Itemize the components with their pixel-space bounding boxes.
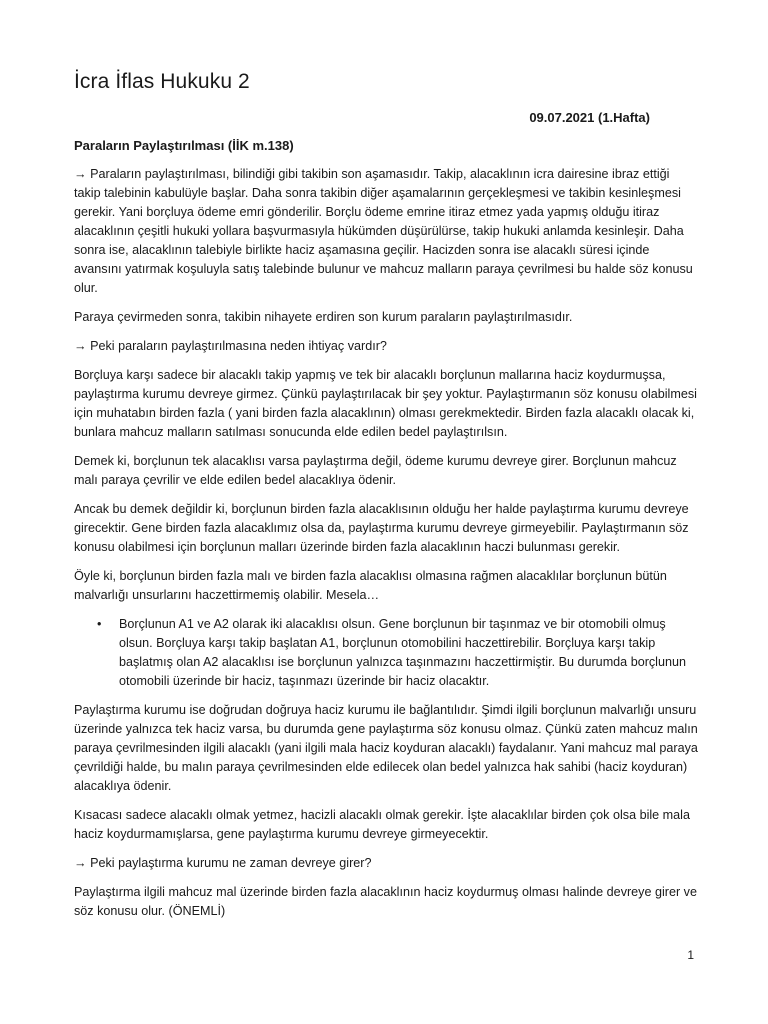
bullet-marker: • — [97, 617, 102, 631]
document-date: 09.07.2021 (1.Hafta) — [529, 110, 650, 125]
paragraph: Paraya çevirmeden sonra, takibin nihayete erdiren son kurum paraların paylaştırılmasıdır. — [74, 310, 573, 324]
paragraph: → Peki paylaştırma kurumu ne zaman devreye girer? — [74, 856, 372, 870]
paragraph: Ancak bu demek değildir ki, borçlunun birden fazla alacaklısının olduğu her halde paylaştırma kurumu devreye girecektir. Gene birden fazla alacaklımız olsa da, paylaştırma kurumu devreye girmeyebilir. Paylaştırmanın söz konusu olabilmesi için borçlunun malları üzerinde birden fazla alacaklının haczi bulunması gerekir. — [74, 502, 689, 554]
section-heading: Paraların Paylaştırılması (İİK m.138) — [74, 138, 294, 153]
paragraph: Paylaştırma kurumu ise doğrudan doğruya haciz kurumu ile bağlantılıdır. Şimdi ilgili borçlunun malvarlığı unsuru üzerinde yalnızca tek haciz varsa, bu durumda gene paylaştırma söz konusu olmaz. Çünkü zaten mahcuz malın paraya çevrilmesinden ilgili alacaklı (yani ilgili mala haciz koyduran alacaklı) faydalanır. Yani mahcuz mal paraya çevrildiği halde, bu malın paraya çevrilmesinden elde edilecek olan bedel yalnızca hak sahibi (haciz koyduran) alacaklıya ödenir. — [74, 703, 698, 793]
paragraph: → Paraların paylaştırılması, bilindiği gibi takibin son aşamasıdır. Takip, alacaklının icra dairesine ibraz ettiği takip talebinin kabulüyle başlar. Daha sonra takibin diğer aşamalarının gerçekleşmesi ve takibin kesinleşmesi gerekir. Yani borçluya ödeme emri gönderilir. Borçlu ödeme emrine itiraz etmez yada yapmış olduğu itiraz alacaklının çeşitli hukuki yollara başvurmasıyla hükümden düşürülürse, takip hukuki anlamda kesinleşir. Daha sonra ise, alacaklının talebiyle birlikte haciz aşamasına geçilir. Hacizden sonra ise alacaklı süresi içinde avansını yatırmak koşuluyla satış talebinde bulunur ve mahcuz malların paraya çevrilmesi bu halde söz konusu olur. — [74, 167, 693, 295]
paragraph: Borçluya karşı sadece bir alacaklı takip yapmış ve tek bir alacaklı borçlunun mallarına haciz koydurmuşsa, paylaştırma kurumu devreye girmez. Çünkü paylaştırılacak bir şey yoktur. Paylaştırmanın söz konusu olabilmesi için muhatabın birden fazla ( yani birden fazla alacaklının) olması gerekmektedir. Birden fazla alacaklı olacak ki, bunlara mahcuz malların satılması sonucunda elde edilen bedel paylaştırılsın. — [74, 368, 697, 439]
paragraph: Kısacası sadece alacaklı olmak yetmez, hacizli alacaklı olmak gerekir. İşte alacaklılar birden çok olsa bile mala haciz koydurmamışlarsa, gene paylaştırma kurumu devreye girmeyecektir. — [74, 808, 690, 841]
document-body — [74, 165, 698, 931]
page-number: 1 — [687, 948, 694, 962]
document-title: İcra İflas Hukuku 2 — [74, 70, 250, 93]
paragraph: Demek ki, borçlunun tek alacaklısı varsa paylaştırma değil, ödeme kurumu devreye girer. Borçlunun mahcuz malı paraya çevrilir ve elde edilen bedel alacaklıya ödenir. — [74, 454, 677, 487]
paragraph: Paylaştırma ilgili mahcuz mal üzerinde birden fazla alacaklının haciz koydurmuş olması halinde devreye girer ve söz konusu olur. (ÖNEMLİ) — [74, 885, 697, 918]
bullet-item — [74, 615, 698, 691]
paragraph: Öyle ki, borçlunun birden fazla malı ve birden fazla alacaklısı olmasına rağmen alacaklılar borçlunun bütün malvarlığı unsurlarını haczettirmemiş olabilir. Mesela… — [74, 569, 667, 602]
bullet-text: Borçlunun A1 ve A2 olarak iki alacaklısı olsun. Gene borçlunun bir taşınmaz ve bir otomobili olmuş olsun. Borçluya karşı takip başlatan A1, borçlunun otomobilini haczettirebilir. Borçluya karşı takip başlatmış olan A2 alacaklısı ise borçlunun yalnızca taşınmazını haczettirmiştir. Bu durumda borçlunun otomobili üzerinde bir haciz, taşınmazı üzerinde bir haciz olacaktır. — [119, 617, 687, 688]
paragraph: → Peki paraların paylaştırılmasına neden ihtiyaç vardır? — [74, 339, 387, 353]
